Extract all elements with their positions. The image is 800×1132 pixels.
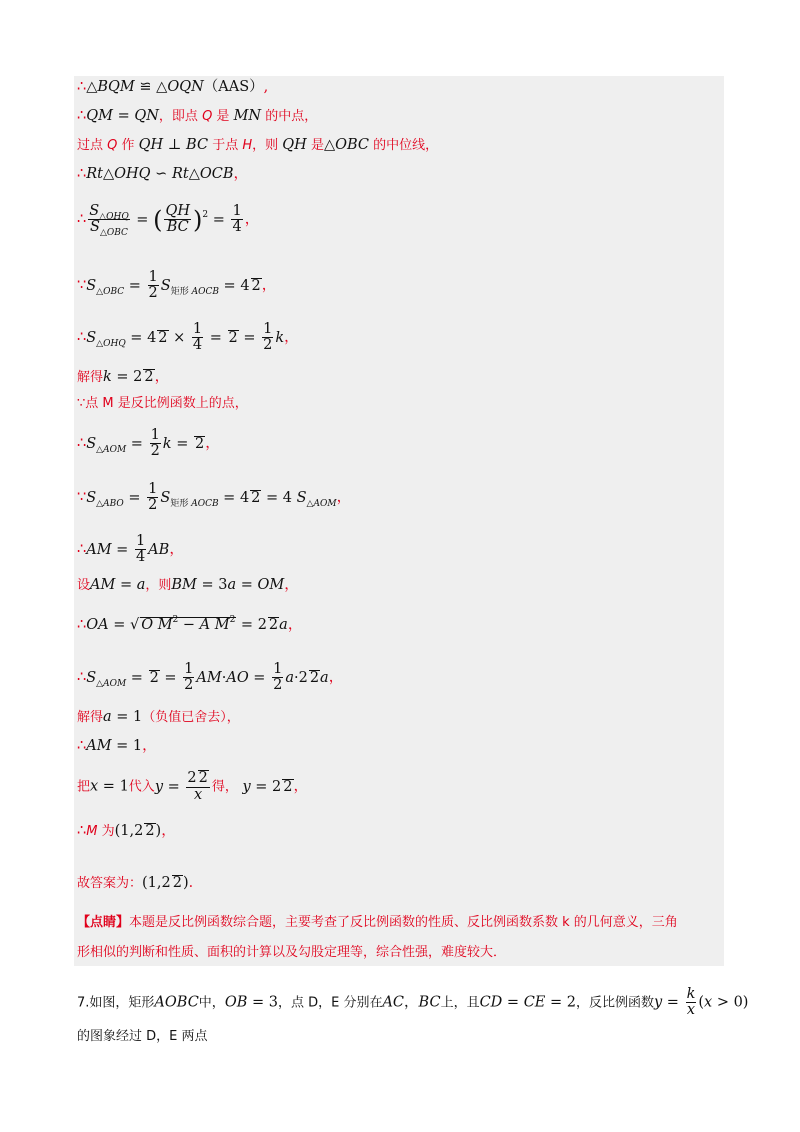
step-am-value: ∴AM = 1，	[77, 738, 157, 754]
note-line-1: 【点睛】本题是反比例函数综合题，主要考查了反比例函数的性质、反比例函数系数 k 的几何意义，三角	[77, 915, 678, 930]
step-substitute: 把x = 1代入y = $\frac{2 2}{x}$ 得， y = 2 2，	[77, 770, 309, 803]
step-set-a: 设AM = a，则BM = 3a = OM，	[77, 577, 299, 593]
step-point-m: ∵点 M 是反比例函数上的点，	[77, 396, 248, 411]
question-7-line-2: 的图象经过 D，E 两点	[77, 1029, 208, 1044]
step-similar: ∴Rt△OHQ ∽ Rt△OCB，	[77, 166, 248, 182]
step-area-equation: $\therefore S_{\triangle AOM} = 2$ = $\frac{1}{2}$ AM·AO = $\frac{1}{2}$ a·2 2a，	[77, 661, 344, 694]
answer-line: 故答案为：(1,2 2)．	[77, 875, 204, 891]
step-area-obc: $\because S_{\triangle OBC}$ = $\frac{1}{2}$ $S_{矩形}$ $_{AOCB}$ = 4 2，	[77, 269, 277, 302]
step-midline: 过点 Q 作 QH ⊥ BC 于点 H，则 QH 是△OBC 的中位线，	[77, 137, 439, 153]
step-qm-qn: ∴QM = QN，即点 Q 是 MN 的中点，	[77, 108, 318, 124]
note-line-2: 形相似的判断和性质、面积的计算以及勾股定理等，综合性强，难度较大．	[77, 945, 507, 960]
step-area-abo: $\because S_{\triangle ABO}$ = $\frac{1}{2}$ $S_{矩形}$ $_{AOCB}$ = 4 2 = 4 $S_{\triangle AOM}$，	[77, 481, 352, 514]
step-solve-a: 解得a = 1（负值已舍去），	[77, 709, 240, 725]
step-am-ab: ∴AM = $\frac{1}{4}$ AB，	[77, 533, 184, 566]
question-7-line-1: 7.如图，矩形AOBC中，OB = 3，点 D，E 分别在AC，BC上，且CD = CE = 2，反比例函数y = $\frac{k}{x}$ (x > 0)	[77, 986, 749, 1019]
step-solve-k: 解得k = 2 2，	[77, 369, 170, 385]
step-m-coord: ∴M 为(1,2 2)，	[77, 823, 176, 839]
step-area-ratio: ∴ $\frac{S_{\triangle OHQ}}{S_{\triangle OBC}}$ = ( $\frac{QH}{BC}$ )$^2$ = $\frac{1}{4}$ ，	[77, 203, 260, 239]
step-area-aom: $\therefore S_{\triangle AOM}$ = $\frac{1}{2}$ k = 2，	[77, 427, 220, 460]
step-congruent: ∴△BQM ≌ △OQN（AAS）,	[77, 79, 269, 95]
step-oa: ∴OA = √ O $M^2 - A$ $M^2 = 2$ 2a，	[77, 615, 303, 633]
step-area-ohq: $\therefore S_{\triangle OHQ} = 4$ 2 × $\frac{1}{4}$ = 2 = $\frac{1}{2}$ k，	[77, 321, 299, 354]
